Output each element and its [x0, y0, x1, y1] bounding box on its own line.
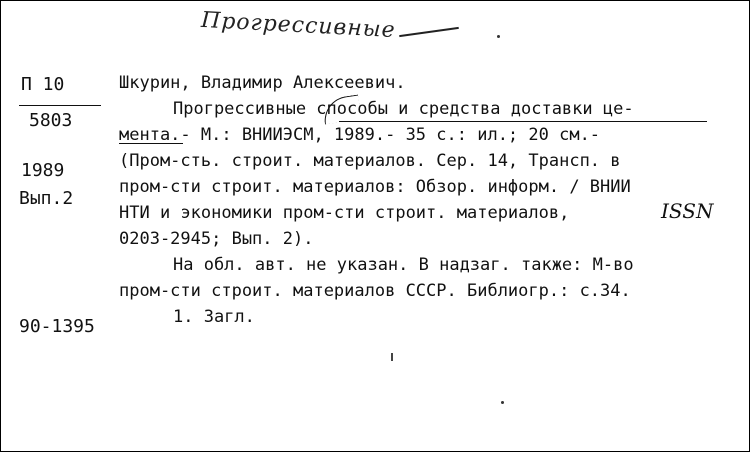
entry-line-4: пром-сти строит. материалов: Обзор. информ. / ВНИИ [119, 177, 631, 197]
accession-number: 90-1395 [19, 316, 95, 337]
tracing: 1. Загл. [173, 307, 255, 327]
handwritten-stroke [399, 27, 459, 37]
handwritten-note: Прогрессивные [200, 7, 397, 44]
entry-line-2: мента.- М.: ВНИИЭСМ, 1989.- 35 с.: ил.; 20 см.- [119, 125, 601, 145]
underline-title [339, 121, 707, 122]
speck [501, 401, 504, 404]
issue: Вып.2 [19, 188, 74, 209]
year: 1989 [21, 160, 65, 181]
handwritten-issn: ISSN [661, 199, 714, 223]
note-line-1: На обл. авт. не указан. В надзаг. также: М-во [173, 255, 634, 275]
entry-line-1: Прогрессивные способы и средства доставки це- [173, 99, 634, 119]
note-line-2: пром-сти строит. материалов СССР. Библиогр.: с.34. [119, 281, 631, 301]
entry-line-6: 0203-2945; Вып. 2). [119, 229, 314, 249]
entry-line-5: НТИ и экономики пром-сти строит. материалов, [119, 203, 570, 223]
author: Шкурин, Владимир Алексеевич. [119, 73, 406, 93]
entry-line-3: (Пром-сть. строит. материалов. Сер. 14, Трансп. в [119, 151, 621, 171]
divider-rule [19, 105, 101, 106]
speck [497, 35, 500, 38]
card-number: 5803 [29, 110, 73, 131]
speck [391, 353, 393, 361]
shelf-mark: П 10 [21, 74, 65, 95]
